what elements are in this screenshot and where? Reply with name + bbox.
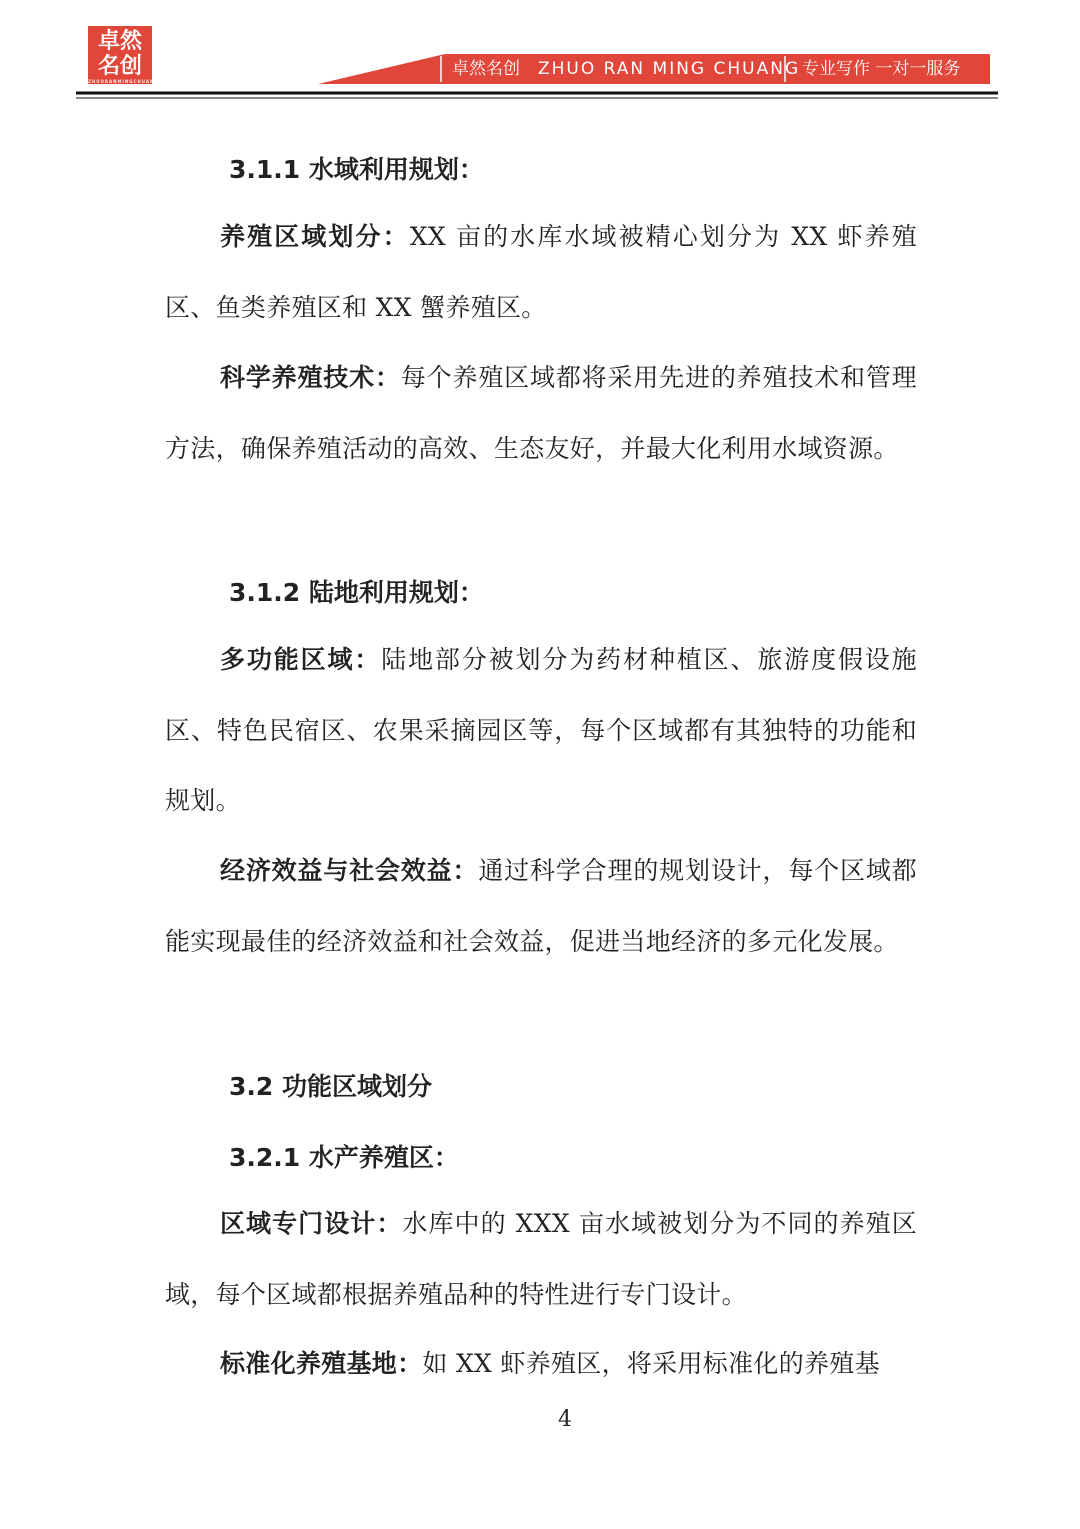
paragraph-lead: 养殖区域划分：: [220, 222, 410, 251]
logo-line-2: 名创: [97, 54, 142, 79]
page-number: 4: [558, 1407, 572, 1432]
paragraph-text: 通过科学合理的规划设计，每个区域都能实现最佳的经济效益和社会效益，促进当地经济的多元化发展。: [165, 856, 917, 956]
paragraph-breeding-zones: [165, 202, 917, 343]
paragraph-lead: 标准化养殖基地：: [220, 1349, 423, 1378]
paragraph-text: 如 XX 虾养殖区，将采用标准化的养殖基: [422, 1349, 880, 1378]
paragraph-lead: 多功能区域：: [220, 645, 382, 674]
paragraph-economic-benefits: [165, 836, 917, 977]
banner-slogan: 专业写作 一对一服务: [802, 59, 961, 79]
paragraph-scientific-technique: [165, 343, 917, 484]
header-banner: [0, 0, 1080, 100]
paragraph-lead: 区域专门设计：: [220, 1209, 403, 1238]
banner-brand-english: ZHUO RAN MING CHUANG: [538, 59, 801, 79]
paragraph-lead: 经济效益与社会效益：: [220, 856, 479, 885]
heading-3-1-1: 3.1.1 水域利用规划：: [229, 155, 484, 184]
logo-tiny-text: ZHUORANMINGCHUANG: [88, 79, 159, 84]
paragraph-text: XX 亩的水库水域被精心划分为 XX 虾养殖区、鱼类养殖区和 XX 蟹养殖区。: [165, 222, 917, 322]
banner-brand-chinese: 卓然名创: [452, 59, 520, 79]
logo-line-1: 卓然: [97, 29, 142, 54]
paragraph-multifunction-zones: [165, 625, 917, 837]
paragraph-text: 水库中的 XXX 亩水域被划分为不同的养殖区域，每个区域都根据养殖品种的特性进行专门设计。: [165, 1209, 917, 1309]
heading-3-2-1: 3.2.1 水产养殖区：: [229, 1143, 459, 1172]
paragraph-standard-base: [165, 1329, 917, 1400]
paragraph-lead: 科学养殖技术：: [220, 363, 401, 392]
paragraph-zone-design: [165, 1189, 917, 1330]
paragraph-text: 陆地部分被划分为药材种植区、旅游度假设施区、特色民宿区、农果采摘园区等，每个区域都有其独特的功能和规划。: [165, 645, 917, 816]
paragraph-text: 每个养殖区域都将采用先进的养殖技术和管理方法，确保养殖活动的高效、生态友好，并最大化利用水域资源。: [165, 363, 917, 463]
heading-3-1-2: 3.1.2 陆地利用规划：: [229, 578, 484, 607]
heading-3-2: 3.2 功能区域划分: [229, 1072, 432, 1101]
